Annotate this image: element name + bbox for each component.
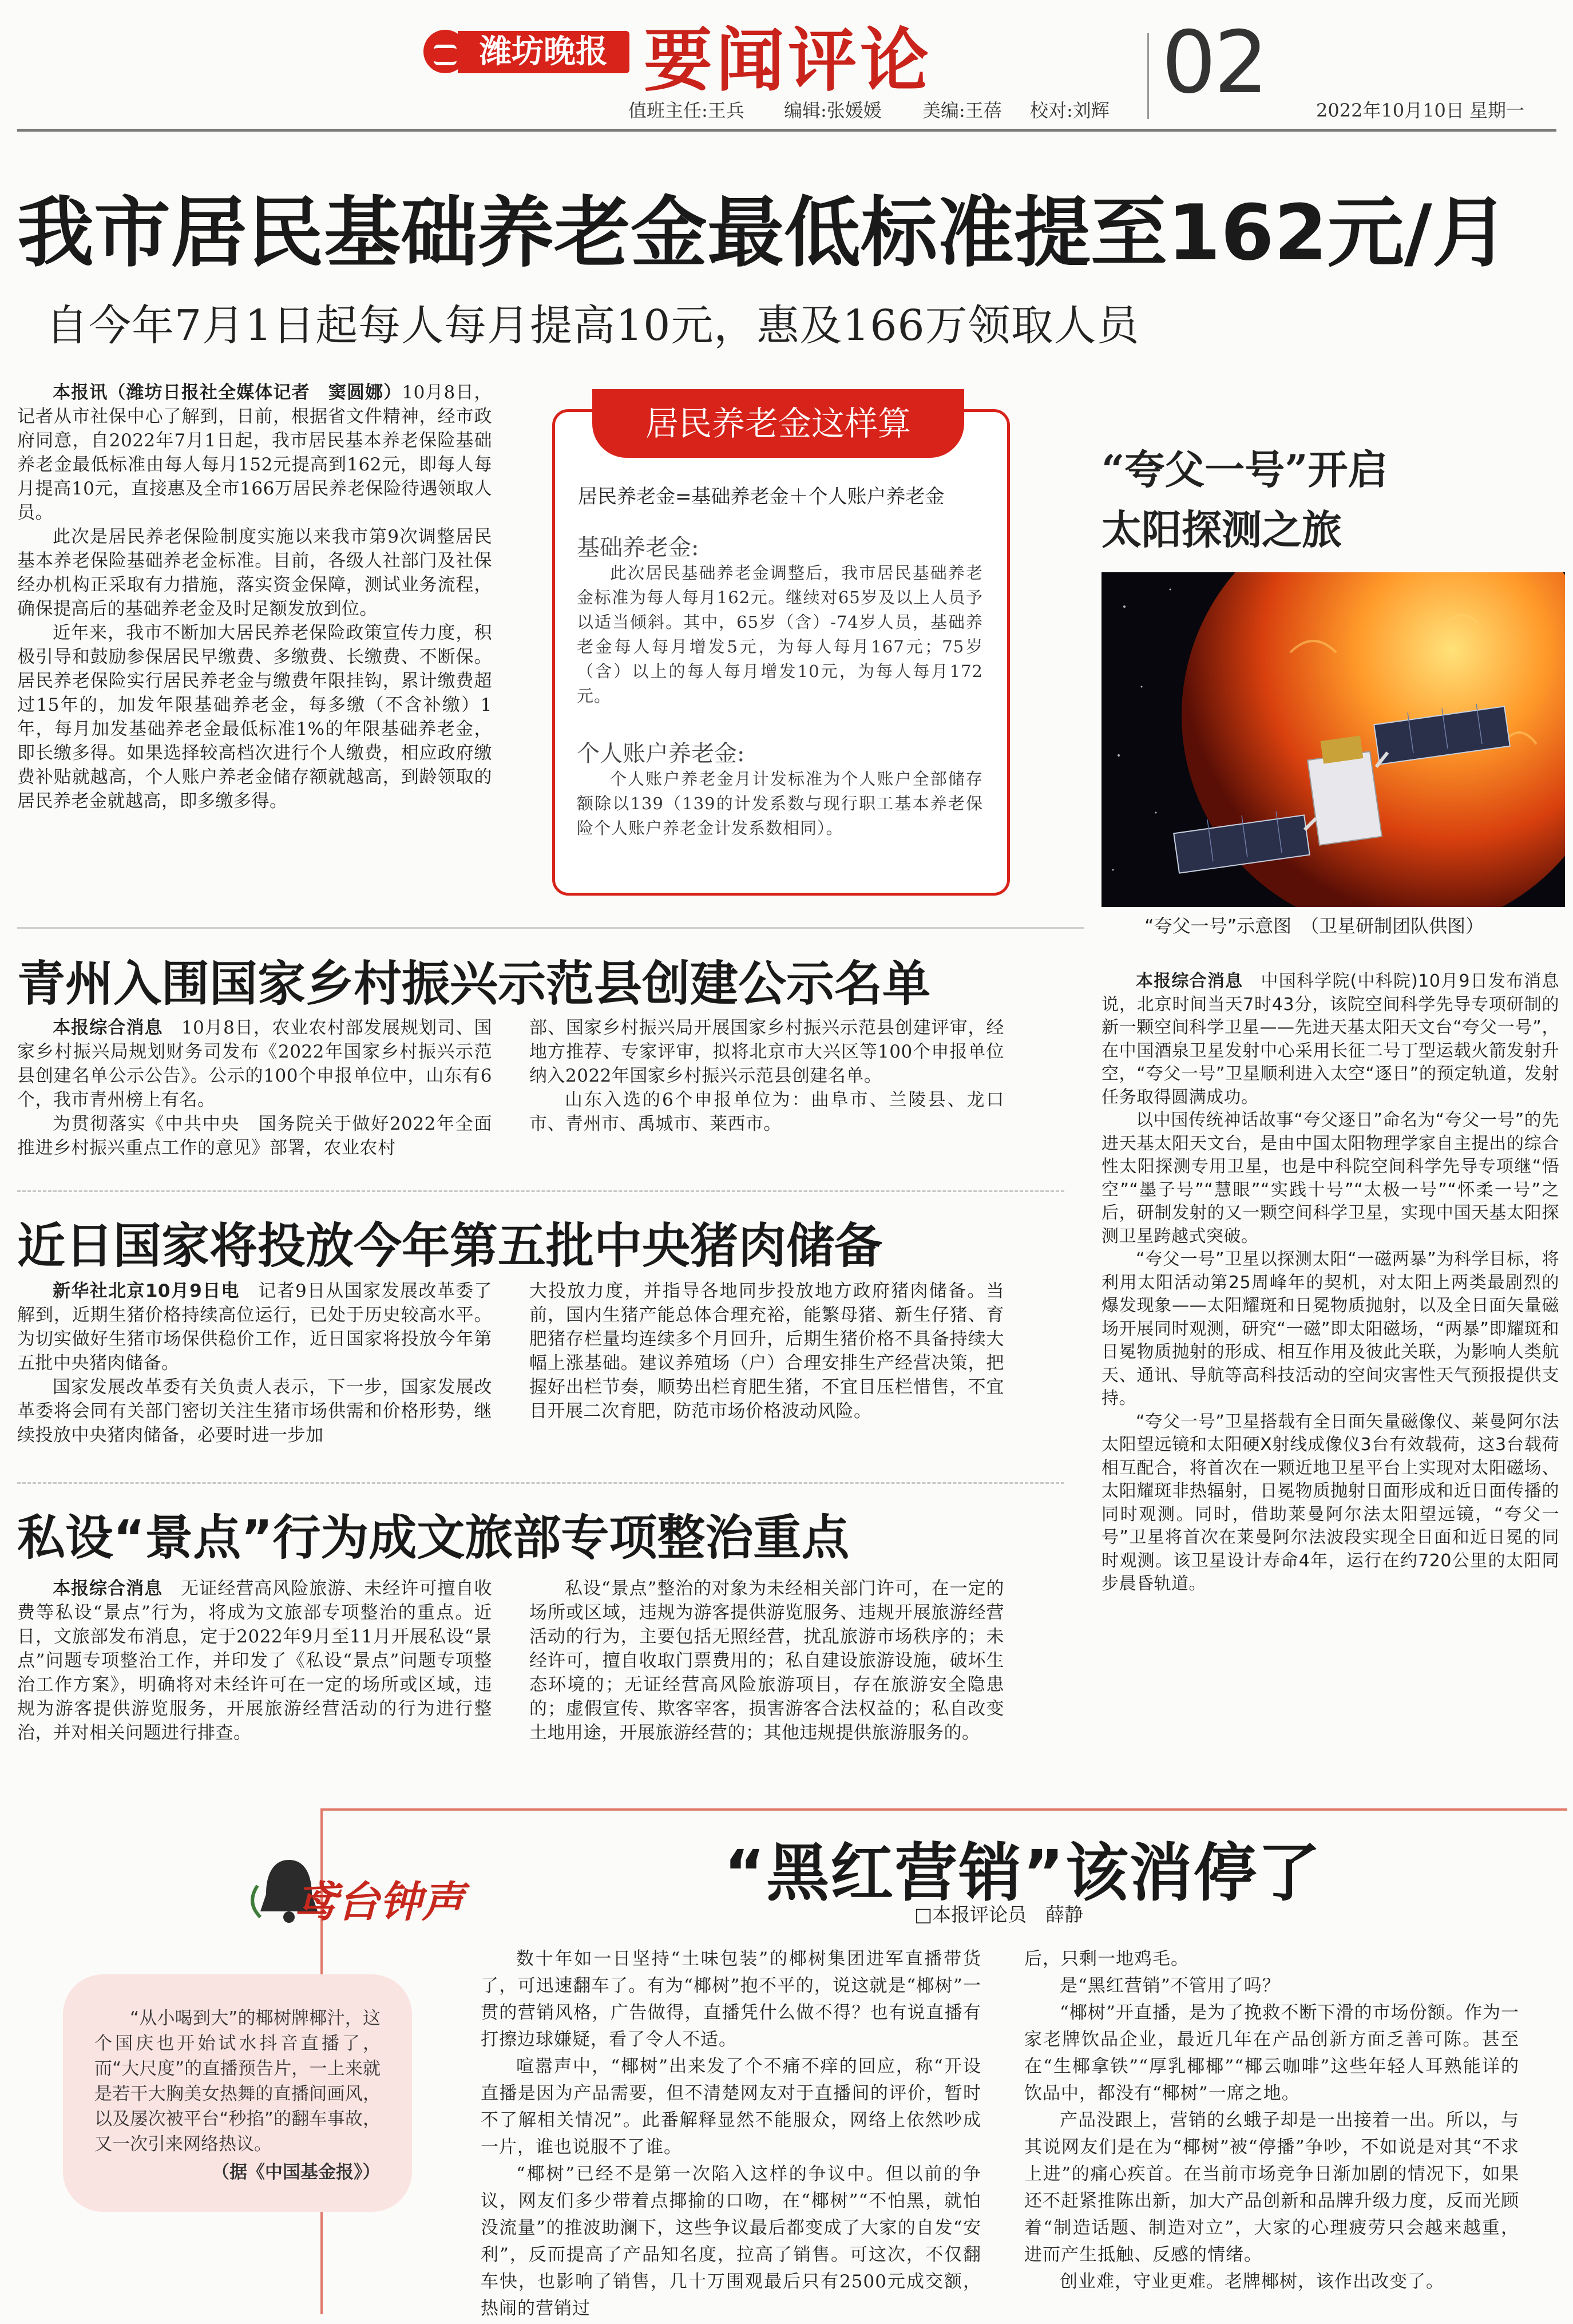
scenic-col1 — [17, 1577, 492, 1745]
duty-editor: 值班主任:王兵 — [628, 100, 744, 121]
basic-pension-text: 此次居民基础养老金调整后，我市居民基础养老金标准为每人每月162元。继续对65岁及以上人员予以适当倾斜。其中，65岁（含）-74岁人员，基础养老金每人每月增发5元，为每人每月167元；75岁（含）以上的每人每月增发10元，为每人每月172元。 — [577, 563, 983, 706]
satellite-caption: “夸父一号”示意图 （卫星研制团队供图） — [1144, 915, 1484, 937]
qingzhou-col1 — [17, 1016, 492, 1160]
art-editor: 美编:王蓓 — [922, 100, 1002, 121]
editor: 编辑:张媛媛 — [784, 100, 882, 121]
lead-dateline: 本报讯（潍坊日报社全媒体记者 窦圆娜） — [53, 382, 402, 403]
issue-weekday: 星期一 — [1469, 100, 1525, 121]
qingzhou-col2 — [529, 1016, 1004, 1136]
personal-pension-text: 个人账户养老金月计发标准为个人账户全部储存额除以139（139的计发系数与现行职工基本养老保险个人账户养老金计发系数相同）。 — [577, 769, 983, 838]
quote-source: （据《中国基金报》） — [212, 2162, 381, 2183]
quote-card — [63, 1974, 412, 2212]
page-number-divider — [1147, 33, 1149, 119]
calc-box-title: 居民养老金这样算 — [592, 389, 964, 458]
pork-paragraph: 大投放力度，并指导各地同步投放地方政府猪肉储备。当前，国内生猪产能总体合理充裕，能繁母猪、新生仔猪、育肥猪存栏量均连续多个月回升，后期生猪价格不具备持续大幅上涨基础。建议养殖场（户）合理安排生产经营决策，把握好出栏节奏，顺势出栏育肥生猪，不宜目压栏惜售，不宜目开展二次育肥，防范市场价格波动风险。 — [529, 1281, 1004, 1422]
satellite-headline-line2: 太阳探测之旅 — [1102, 506, 1342, 553]
satellite-headline-line1: “夸父一号”开启 — [1102, 446, 1388, 493]
lead-subheadline: 自今年7月1日起每人每月提高10元，惠及166万领取人员 — [46, 301, 1140, 350]
column-paragraph: 是“黑红营销”不管用了吗？ — [1060, 1975, 1281, 1996]
satellite-illustration — [1102, 572, 1565, 907]
satellite-paragraph: 中国科学院(中科院)10月9日发布消息说，北京时间当天7时43分，该院空间科学先导专项研制的新一颗空间科学卫星——先进天基太阳天文台“夸父一号”，在中国酒泉卫星发射中心采用长征二号丁型运载火箭发射升空，“夸父一号”卫星顺利进入太空“逐日”的预定轨道，发射任务取得圆满成功。 — [1102, 971, 1560, 1107]
pork-paragraph: 记者9日从国家发展改革委了解到，近期生猪价格持续高位运行，已处于历史较高水平。为切实做好生猪市场保供稳价工作，近日国家将投放今年第五批中央猪肉储备。 — [17, 1281, 492, 1373]
quote-text: “从小喝到大”的椰树牌椰汁，这个国庆也开始试水抖音直播了，而“大尺度”的直播预告片，一上来就是若干大胸美女热舞的直播间画风，以及屡次被平台“秒掐”的翻车事故，又一次引来网络热议。 — [94, 2008, 381, 2155]
qingzhou-headline: 青州入围国家乡村振兴示范县创建公示名单 — [17, 956, 931, 1012]
scenic-dateline: 本报综合消息 — [53, 1578, 163, 1599]
basic-pension-label: 基础养老金: — [577, 535, 699, 561]
column-paragraph: “椰树”开直播，是为了挽救不断下滑的市场份额。作为一家老牌饮品企业，最近几年在产品创新方面乏善可陈。甚至在“生椰拿铁”“厚乳椰椰”“椰云咖啡”这些年轻人耳熟能详的饮品中，都没有“椰树”一席之地。 — [1024, 2002, 1519, 2104]
scenic-paragraph: 无证经营高风险旅游、未经许可擅自收费等私设“景点”行为，将成为文旅部专项整治的重点。近日，文旅部发布消息，定于2022年9月至11月开展私设“景点”问题专项整治工作，并印发了《私设“景点”问题专项整治工作方案》，明确将对未经许可在一定的场所或区域，违规为游客提供游览服务，开展旅游经营活动的行为进行整治，并对相关问题进行排查。 — [17, 1578, 493, 1743]
column-logo — [229, 1851, 515, 1931]
qingzhou-paragraph: 为贯彻落实《中共中央 国务院关于做好2022年全面推进乡村振兴重点工作的意见》部署，农业农村 — [17, 1114, 492, 1158]
column-byline: □本报评论员 薛静 — [914, 1903, 1084, 1926]
issue-date: 2022年10月10日 — [1316, 100, 1464, 121]
pork-col2 — [529, 1279, 1004, 1423]
column-col1 — [481, 1946, 981, 2322]
pork-dateline: 新华社北京10月9日电 — [53, 1281, 240, 1301]
personal-pension-label: 个人账户养老金: — [577, 741, 745, 767]
column-name: 鸢台钟声 — [295, 1878, 464, 1927]
pork-paragraph: 国家发展改革委有关负责人表示，下一步，国家发展改革委将会同有关部门密切关注生猪市场供需和价格形势，继续投放中央猪肉储备，必要时进一步加 — [17, 1377, 492, 1446]
lead-paragraph: 此次是居民养老保险制度实施以来我市第9次调整居民基本养老保险基础养老金标准。目前，各级人社部门及社保经办机构正采取有力措施，落实资金保障，测试业务流程，确保提高后的基础养老金及时足额发放到位。 — [17, 526, 492, 619]
pork-headline: 近日国家将投放今年第五批中央猪肉储备 — [17, 1218, 883, 1274]
lead-paragraph: 近年来，我市不断加大居民养老保险政策宣传力度，积极引导和鼓励参保居民早缴费、多缴费、长缴费、不断保。居民养老保险实行居民养老金与缴费年限挂钩，累计缴费超过15年的，加发年限基础养老金，每多缴（不含补缴）1年，每月加发基础养老金最低标准1%的年限基础养老金，即长缴多得。如果选择较高档次进行个人缴费，相应政府缴费补贴就越高，个人账户养老金储存额就越高，到龄领取的居民养老金就越高，即多缴多得。 — [17, 623, 492, 811]
section-divider — [17, 1190, 1064, 1192]
qingzhou-paragraph: 10月8日，农业农村部发展规划司、国家乡村振兴局规划财务司发布《2022年国家乡村振兴示范县创建名单公示公告》。公示的100个申报单位中，山东有6个，我市青州榜上有名。 — [17, 1018, 493, 1110]
column-paragraph: 产品没跟上，营销的幺蛾子却是一出接着一出。所以，与其说网友们是在为“椰树”被“停播”争吵，不如说是对其“不求上进”的痛心疾首。在当前市场竞争日渐加剧的情况下，如果还不赶紧推陈出新，加大产品创新和品牌升级力度，反而光顾着“制造话题、制造对立”，大家的心理疲劳只会越来越重，进而产生抵触、反感的情绪。 — [1024, 2110, 1519, 2265]
pork-col1 — [17, 1279, 492, 1447]
qingzhou-paragraph: 山东入选的6个申报单位为：曲阜市、兰陵县、龙口市、青州市、禹城市、莱西市。 — [529, 1090, 1004, 1134]
scenic-headline: 私设“景点”行为成文旅部专项整治重点 — [17, 1510, 850, 1566]
section-title: 要闻评论 — [644, 21, 932, 101]
masthead-rule — [17, 129, 1556, 132]
qingzhou-paragraph: 部、国家乡村振兴局开展国家乡村振兴示范县创建评审，经地方推荐、专家评审，拟将北京市大兴区等100个申报单位纳入2022年国家乡村振兴示范县创建名单。 — [529, 1018, 1004, 1086]
column-paragraph: 创业难，守业更难。老牌椰树，该作出改变了。 — [1060, 2271, 1444, 2292]
lead-paragraph: 10月8日，记者从市社保中心了解到，日前，根据省文件精神，经市政府同意，自2022年7月1日起，我市居民基本养老保险基础养老金最低标准由每人每月152元提高到162元，即每人每月提高10元，直接惠及全市166万居民养老保险待遇领取人员。 — [17, 382, 493, 523]
column-col2 — [1024, 1946, 1519, 2295]
lead-body — [17, 381, 492, 813]
lead-headline: 我市居民基础养老金最低标准提至162元/月 — [17, 188, 1509, 278]
column-paragraph: 数十年如一日坚持“土味包装”的椰树集团进军直播带货了，可迅速翻车了。有为“椰树”抱不平的，说这就是“椰树”一贯的营销风格，广告做得，直播凭什么做不得？也有说直播有打擦边球嫌疑，看了令人不适。 — [481, 1949, 981, 2050]
qingzhou-dateline: 本报综合消息 — [53, 1018, 163, 1038]
satellite-paragraph: 以中国传统神话故事“夸父逐日”命名为“夸父一号”的先进天基太阳天文台，是由中国太阳物理学家自主提出的综合性太阳探测专用卫星，也是中科院空间科学先导专项继“悟空”“墨子号”“慧眼”“实践十号”“太极一号”“怀柔一号”之后，研制发射的又一颗空间科学卫星，实现中国天基太阳探测卫星跨越式突破。 — [1102, 1110, 1559, 1246]
satellite-body — [1102, 970, 1559, 1596]
scenic-col2 — [529, 1577, 1004, 1745]
satellite-paragraph: “夸父一号”卫星以探测太阳“一磁两暴”为科学目标，将利用太阳活动第25周峰年的契机，对太阳上两类最剧烈的爆发现象——太阳耀斑和日冕物质抛射，以及全日面矢量磁场开展同时观测，研究“一磁”即太阳磁场，“两暴”即耀斑和日冕物质抛射的形成、相互作用及彼此关联，为影响人类航天、通讯、导航等高科技活动的空间灾害性天气预报提供支持。 — [1102, 1249, 1559, 1408]
scenic-paragraph: 私设“景点”整治的对象为未经相关部门许可，在一定的场所或区域，违规为游客提供游览服务、违规开展旅游经营活动的行为，主要包括无照经营，扰乱旅游市场秩序的；未经许可，擅自收取门票费用的；私自建设旅游设施，破坏生态环境的；无证经营高风险旅游项目，存在旅游安全隐患的；虚假宣传、欺客宰客，损害游客合法权益的；私自改变土地用途，开展旅游经营的；其他违规提供旅游服务的。 — [529, 1578, 1004, 1743]
satellite-dateline: 本报综合消息 — [1136, 971, 1243, 991]
proofreader: 校对:刘辉 — [1030, 100, 1110, 121]
section-divider — [17, 1482, 1064, 1484]
calc-formula: 居民养老金=基础养老金＋个人账户养老金 — [578, 485, 945, 508]
section-divider — [17, 927, 1084, 929]
column-paragraph: 喧嚣声中，“椰树”出来发了个不痛不痒的回应，称“开设直播是因为产品需要，但不清楚网友对于直播间的评价，暂时不了解相关情况”。此番解释显然不能服众，网络上依然吵成一片，谁也说服不了谁。 — [481, 2056, 981, 2157]
satellite-paragraph: “夸父一号”卫星搭载有全日面矢量磁像仪、莱曼阿尔法太阳望远镜和太阳硬X射线成像仪3台有效载荷，这3台载荷相互配合，将首次在一颗近地卫星平台上实现对太阳磁场、太阳耀斑非热辐射，日冕物质抛射日面形成和近日面传播的同时观测。同时，借助莱曼阿尔法太阳望远镜，“夸父一号”卫星将首次在莱曼阿尔法波段实现全日面和近日冕的同时观测。该卫星设计寿命4年，运行在约720公里的太阳同步晨昏轨道。 — [1102, 1411, 1559, 1594]
column-paragraph: 后，只剩一地鸡毛。 — [1024, 1949, 1189, 1969]
column-paragraph: “椰树”已经不是第一次陷入这样的争议中。但以前的争议，网友们多少带着点揶揄的口吻，在“椰树”“不怕黑，就怕没流量”的推波助澜下，这些争议最后都变成了大家的自发“安利”，反而提高了产品知名度，拉高了销售。可这次，不仅翻车快，也影响了销售，几十万围观最后只有2500元成交额，热闹的营销过 — [481, 2164, 981, 2319]
column-headline: “黑红营销”该消停了 — [724, 1836, 1322, 1910]
page-number: 02 — [1162, 13, 1266, 113]
paper-name: 潍坊晚报 — [458, 31, 629, 73]
